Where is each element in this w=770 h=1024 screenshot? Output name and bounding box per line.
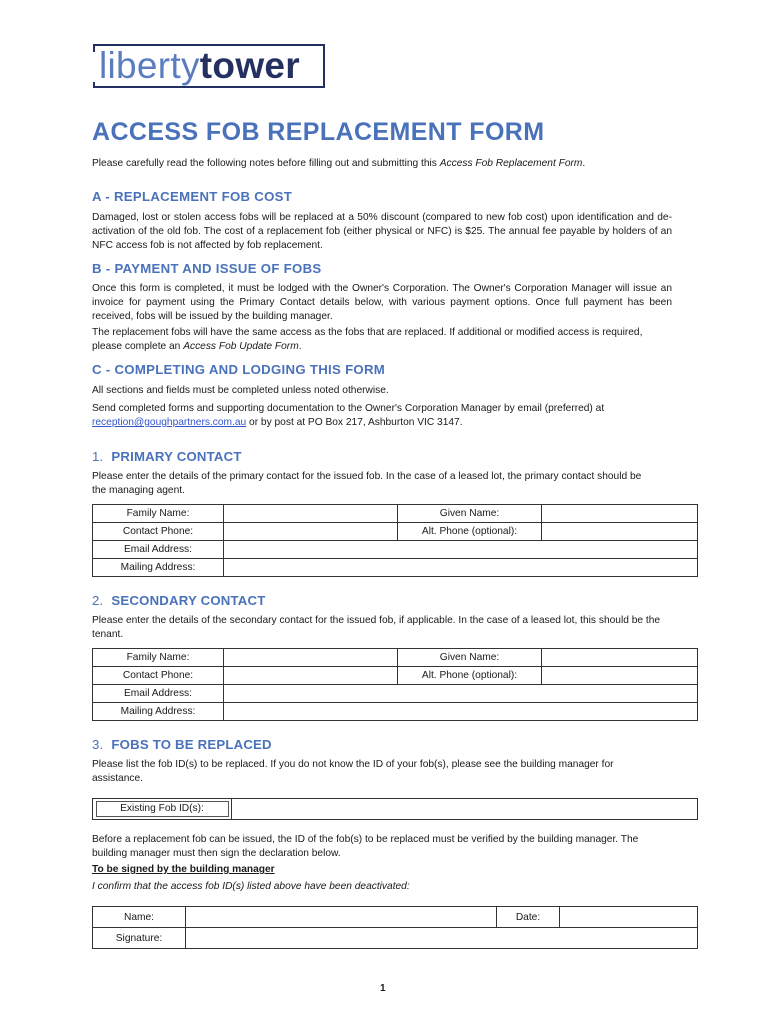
secondary-contact-phone-field[interactable]: [224, 667, 398, 685]
label-email-address: Email Address:: [93, 685, 224, 703]
manager-signature-field[interactable]: [186, 928, 698, 949]
primary-email-field[interactable]: [224, 541, 698, 559]
email-link[interactable]: reception@goughpartners.com.au: [92, 417, 247, 428]
label-signature: Signature:: [93, 928, 186, 949]
label-alt-phone: Alt. Phone (optional):: [398, 667, 542, 685]
primary-contact-table: [92, 504, 698, 577]
primary-alt-phone-field[interactable]: [542, 523, 698, 541]
secondary-alt-phone-field[interactable]: [542, 667, 698, 685]
section-1-paragraph: Please enter the details of the primary contact for the issued fob. In the case of a leased lot, the primary contact should be the managing agent.: [92, 471, 642, 496]
section-3-paragraph: Please list the fob ID(s) to be replaced. If you do not know the ID of your fob(s), please see the building manager for assistance.: [92, 759, 614, 784]
label-mailing-address: Mailing Address:: [93, 559, 224, 577]
section-c-heading: C - COMPLETING AND LODGING THIS FORM: [92, 362, 386, 377]
section-2-heading: 2. SECONDARY CONTACT: [92, 593, 266, 608]
primary-mailing-address-field[interactable]: [224, 559, 698, 577]
label-email-address: Email Address:: [93, 541, 224, 559]
primary-contact-phone-field[interactable]: [224, 523, 398, 541]
label-date: Date:: [497, 907, 560, 928]
section-2-paragraph: Please enter the details of the secondary contact for the issued fob, if applicable. In the case of a leased lot, this should be the tenant.: [92, 615, 661, 640]
section-c-paragraph-1: All sections and fields must be completed unless noted otherwise.: [92, 385, 389, 396]
page-number: 1: [380, 983, 386, 994]
primary-given-name-field[interactable]: [542, 505, 698, 523]
section-b-paragraph-1: Once this form is completed, it must be lodged with the Owner's Corporation. The Owner's Corporation Manager will issue an invoice for payment using the Primary Contact details below, with various payment options. Once full payment has been received, fobs will be issued by the building manager.: [92, 283, 672, 322]
secondary-email-field[interactable]: [224, 685, 698, 703]
label-mailing-address: Mailing Address:: [93, 703, 224, 721]
sign-heading: To be signed by the building manager: [92, 864, 275, 875]
label-contact-phone: Contact Phone:: [93, 523, 224, 541]
logo-text-tower: tower: [199, 45, 300, 86]
secondary-family-name-field[interactable]: [224, 649, 398, 667]
manager-signature-table: [92, 906, 698, 949]
page-title: ACCESS FOB REPLACEMENT FORM: [92, 118, 545, 146]
secondary-contact-table: [92, 648, 698, 721]
label-family-name: Family Name:: [93, 505, 224, 523]
label-name: Name:: [93, 907, 186, 928]
secondary-given-name-field[interactable]: [542, 649, 698, 667]
section-3-heading: 3. FOBS TO BE REPLACED: [92, 737, 272, 752]
section-c-paragraph-2: Send completed forms and supporting documentation to the Owner's Corporation Manager by email (preferred) at reception@goughpartners.com.au or by post at PO Box 217, Ashburton VIC 3147.: [92, 403, 605, 428]
manager-date-field[interactable]: [560, 907, 698, 928]
secondary-mailing-address-field[interactable]: [224, 703, 698, 721]
liberty-tower-logo: [93, 44, 325, 88]
confirm-statement: I confirm that the access fob ID(s) listed above have been deactivated:: [92, 881, 410, 892]
label-given-name: Given Name:: [398, 649, 542, 667]
existing-fob-ids-field[interactable]: [233, 799, 697, 819]
existing-fob-ids-label: Existing Fob ID(s):: [93, 799, 232, 819]
section-1-heading: 1. PRIMARY CONTACT: [92, 449, 242, 464]
label-given-name: Given Name:: [398, 505, 542, 523]
section-b-paragraph-2: The replacement fobs will have the same access as the fobs that are replaced. If additional or modified access is required, please complete an Access Fob Update Form.: [92, 327, 643, 352]
primary-family-name-field[interactable]: [224, 505, 398, 523]
existing-fob-ids-row: [92, 798, 698, 820]
logo-text-liberty: liberty: [99, 45, 200, 86]
label-family-name: Family Name:: [93, 649, 224, 667]
label-alt-phone: Alt. Phone (optional):: [398, 523, 542, 541]
verification-paragraph: Before a replacement fob can be issued, the ID of the fob(s) to be replaced must be verified by the building manager. The building manager must then sign the declaration below.: [92, 834, 639, 859]
manager-name-field[interactable]: [186, 907, 497, 928]
section-b-heading: B - PAYMENT AND ISSUE OF FOBS: [92, 261, 322, 276]
intro-paragraph: Please carefully read the following notes before filling out and submitting this Access Fob Replacement Form.: [92, 158, 586, 169]
section-a-heading: A - REPLACEMENT FOB COST: [92, 189, 293, 204]
label-contact-phone: Contact Phone:: [93, 667, 224, 685]
section-a-paragraph: Damaged, lost or stolen access fobs will be replaced at a 50% discount (compared to new fob cost) upon identification and de-activation of the old fob. The cost of a replacement fob (either physical or NFC) is $25. The annual fee payable by holders of an NFC access fob is not affected by fob replacement.: [92, 212, 672, 251]
